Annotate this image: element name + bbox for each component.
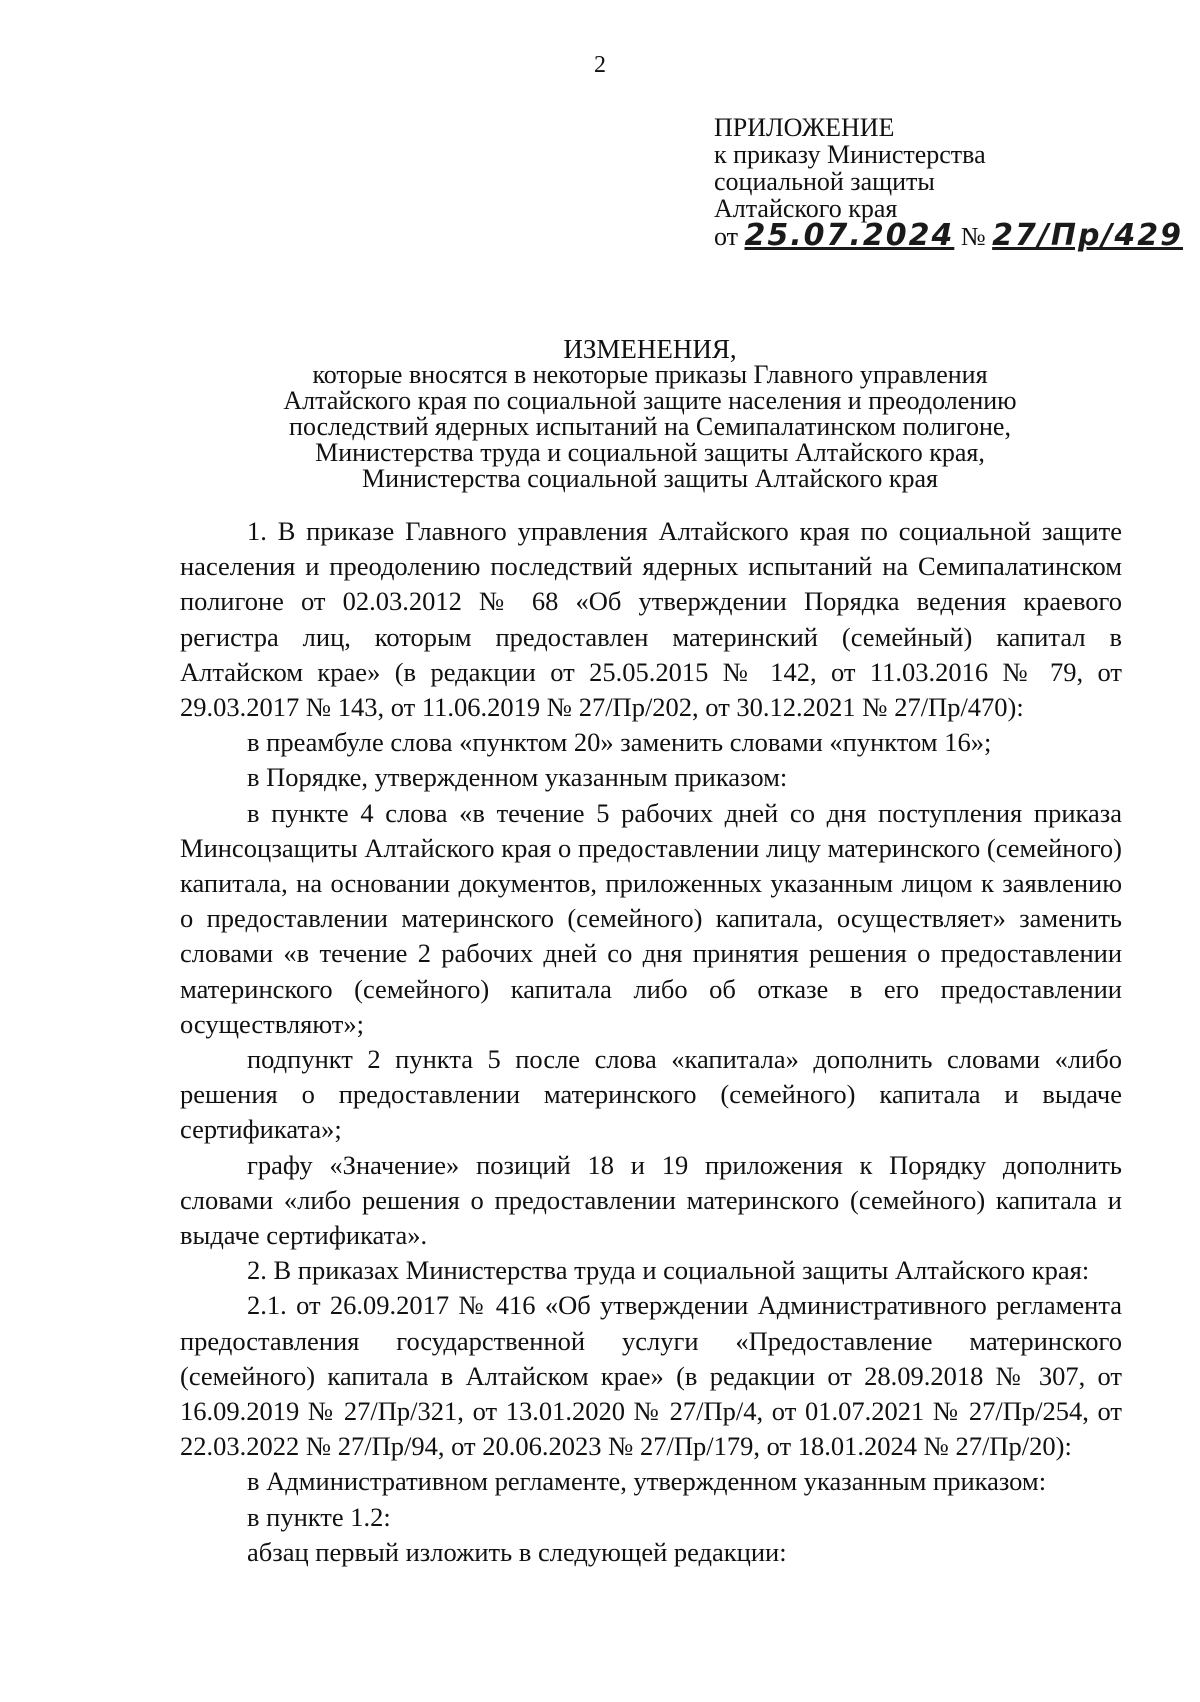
heading-title: ИЗМЕНЕНИЯ, [563,334,737,364]
handwritten-number: 27/Пр/429 [992,218,1184,253]
appendix-date-number-line [714,218,1184,253]
appendix-line-2: социальной защиты [714,167,935,196]
heading-line-5: Министерства социальной защиты Алтайского края [362,464,938,493]
appendix-title: ПРИЛОЖЕНИЕ [714,113,895,142]
document-heading [180,336,1120,492]
page-number: 2 [594,52,606,78]
from-prefix: от [714,222,739,251]
appendix-line-1: к приказу Министерства [714,140,986,169]
paragraph-column-value: графу «Значение» позиций 18 и 19 приложения к Порядку дополнить словами «либо решения о предоставлении материнского (семейного) капитала и выдаче сертификата». [180,1149,1122,1251]
appendix-line-3: Алтайского края [714,194,898,223]
heading-line-2: Алтайского края по социальной защите населения и преодолению [283,386,1017,415]
paragraph-2-1: 2.1. от 26.09.2017 № 416 «Об утверждении Административного регламента предоставления государственной услуги «Предоставление материнского (семейного) капитала в Алтайском крае» (в редакции от 28.09.2018 № 307, от 16.09.2019 № 27/Пр/321, от 13.01.2020 № 27/Пр/4, от 01.07.2021 № 27/Пр/254, от 22.03.2022 № 27/Пр/94, от 20.06.2023 № 27/Пр/179, от 18.01.2024 № 27/Пр/20): [180,1290,1122,1462]
paragraph-regulation: в Административном регламенте, утвержденном указанным приказом: [247,1466,1047,1497]
document-body [180,514,1122,1570]
appendix-block [714,113,1184,253]
paragraph-preamble: в преамбуле слова «пунктом 20» заменить словами «пунктом 16»; [247,727,992,758]
heading-line-1: которые вносятся в некоторые приказы Главного управления [312,360,988,389]
paragraph-1: 1. В приказе Главного управления Алтайского края по социальной защите населения и преодолению последствий ядерных испытаний на Семипалатинском полигоне от 02.03.2012 № 68 «Об утверждении Порядка ведения краевого регистра лиц, которым предоставлен материнский (семейный) капитал в Алтайском крае» (в редакции от 25.05.2015 № 142, от 11.03.2016 № 79, от 29.03.2017 № 143, от 11.06.2019 № 27/Пр/202, от 30.12.2021 № 27/Пр/470): [180,516,1122,723]
paragraph-2: 2. В приказах Министерства труда и социальной защиты Алтайского края: [247,1255,1090,1286]
number-sign: № [960,222,986,251]
paragraph-order: в Порядке, утвержденном указанным приказом: [247,762,788,793]
paragraph-point-4: в пункте 4 слова «в течение 5 рабочих дней со дня поступления приказа Минсоцзащиты Алтайского края о предоставлении лицу материнского (семейного) капитала, на основании документов, приложенных указанным лицом к заявлению о предоставлении материнского (семейного) капитала, осуществляет» заменить словами «в течение 2 рабочих дней со дня принятия решения о предоставлении материнского (семейного) капитала либо об отказе в его предоставлении осуществляют»; [180,797,1122,1039]
heading-line-4: Министерства труда и социальной защиты Алтайского края, [315,438,985,467]
handwritten-date: 25.07.2024 [744,218,955,253]
paragraph-point-1-2: в пункте 1.2: [247,1501,391,1532]
heading-line-3: последствий ядерных испытаний на Семипалатинском полигоне, [289,412,1011,441]
paragraph-subpoint-2: подпункт 2 пункта 5 после слова «капитала» дополнить словами «либо решения о предоставлении материнского (семейного) капитала и выдаче сертификата»; [180,1044,1122,1145]
paragraph-first-abzac: абзац первый изложить в следующей редакции: [247,1536,787,1567]
